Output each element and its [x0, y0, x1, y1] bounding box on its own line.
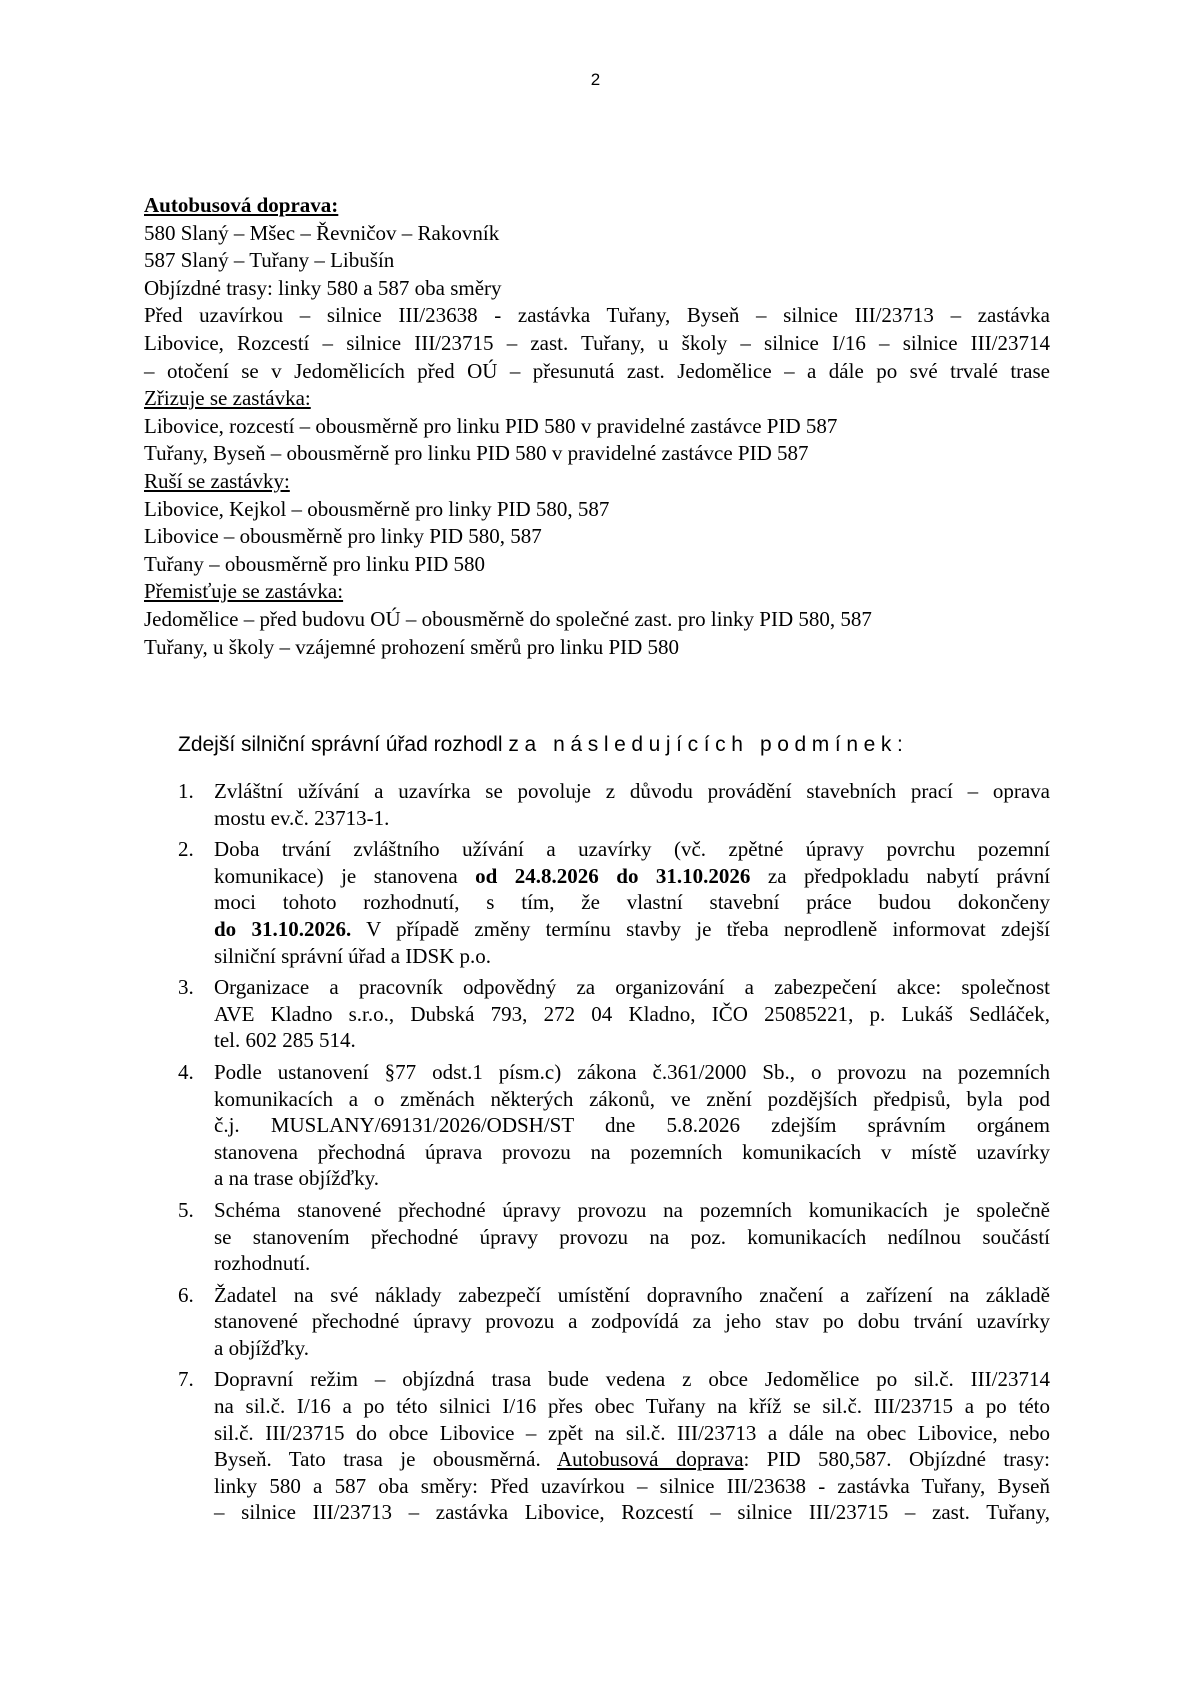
condition-item-6 [178, 1282, 1050, 1362]
condition-line: Schéma stanovené přechodné úpravy provozu na pozemních komunikacích je společně [214, 1197, 1050, 1222]
new-stop-heading: Zřizuje se zastávka: [144, 386, 311, 411]
bus-heading: Autobusová doprava: [144, 193, 339, 217]
move-stop-item: Tuřany, u školy – vzájemné prohození směrů pro linku PID 580 [144, 634, 680, 659]
decision-intro-prefix: Zdejší silniční správní úřad rozhodl [178, 733, 503, 756]
condition-number: 1. [178, 779, 194, 803]
condition-line: Dopravní režim – objízdná trasa bude vedena z obce Jedomělice po sil.č. III/23714 [214, 1367, 1050, 1392]
condition-number: 3. [178, 975, 194, 1000]
condition-line: mostu ev.č. 23713-1. [214, 805, 390, 830]
decision-intro [178, 733, 908, 757]
condition-line: na sil.č. I/16 a po této silnici I/16 přes obec Tuřany na kříž se sil.č. III/23715 a po této [214, 1394, 1050, 1419]
condition-line: Podle ustanovení §77 odst.1 písm.c) zákona č.361/2000 Sb., o provozu na pozemních [214, 1059, 1050, 1084]
end-date: do 31.10.2026. [214, 916, 352, 941]
bus-line-587: 587 Slaný – Tuřany – Libušín [144, 248, 395, 273]
condition-number: 7. [178, 1367, 194, 1392]
cancel-stop-item: Tuřany – obousměrně pro linku PID 580 [144, 551, 486, 576]
new-stop-item: Tuřany, Byseň – obousměrně pro linku PID 580 v pravidelné zastávce PID 587 [144, 441, 809, 466]
condition-line: stanovené přechodné úpravy provozu a zodpovídá za jeho stav po dobu trvání uzavírky [214, 1309, 1050, 1334]
bus-transport-section [144, 192, 1050, 661]
condition-line: č.j. MUSLANY/69131/2026/ODSH/ST dne 5.8.2026 zdejším správním orgánem [214, 1113, 1050, 1138]
condition-number: 5. [178, 1197, 194, 1222]
condition-text: : PID 580,587. Objízdné trasy: [743, 1447, 1051, 1472]
condition-line: Organizace a pracovník odpovědný za organizování a zabezpečení akce: společnost [214, 975, 1050, 1000]
condition-line: moci tohoto rozhodnutí, s tím, že vlastní stavební práce budou dokončeny [214, 890, 1050, 915]
decision-intro-spaced: za následujících podmínek: [508, 733, 909, 756]
condition-item-1 [178, 778, 1050, 831]
condition-line [214, 863, 1050, 890]
condition-line: sil.č. III/23715 do obce Libovice – zpět na sil.č. III/23713 a dále na obec Libovice, nebo [214, 1420, 1050, 1445]
bus-line-580: 580 Slaný – Mšec – Řevničov – Rakovník [144, 220, 500, 245]
condition-line [214, 1446, 1050, 1473]
condition-item-7 [178, 1366, 1050, 1526]
condition-text: V případě změny termínu stavby je třeba neprodleně informovat zdejší [366, 916, 1051, 941]
conditions-list [178, 778, 1050, 1531]
condition-item-3 [178, 974, 1050, 1054]
condition-text: za předpokladu nabytí právní [767, 863, 1051, 888]
detour-line: Před uzavírkou – silnice III/23638 - zastávka Tuřany, Byseň – silnice III/23713 – zastávka [144, 303, 1050, 328]
condition-line: silniční správní úřad a IDSK p.o. [214, 943, 492, 968]
condition-number: 2. [178, 837, 194, 862]
condition-line [214, 916, 1050, 943]
cancel-stop-heading: Ruší se zastávky: [144, 468, 290, 493]
detours-title: Objízdné trasy: linky 580 a 587 oba směry [144, 275, 502, 300]
condition-line: Doba trvání zvláštního užívání a uzavírky (vč. zpětné úpravy povrchu pozemní [214, 837, 1050, 862]
page-number: 2 [590, 70, 601, 89]
condition-line: komunikacích a o změnách některých zákonů, ve znění pozdějších předpisů, byla pod [214, 1086, 1050, 1111]
condition-line: Žadatel na své náklady zabezpečí umístění dopravního značení a zařízení na základě [214, 1282, 1050, 1307]
condition-number: 6. [178, 1282, 194, 1307]
condition-line: stanovena přechodná úprava provozu na pozemních komunikacích v místě uzavírky [214, 1139, 1050, 1164]
detour-line: Libovice, Rozcestí – silnice III/23715 – zast. Tuřany, u školy – silnice I/16 – silnice III/23714 [144, 330, 1050, 355]
condition-number: 4. [178, 1059, 194, 1084]
move-stop-heading: Přemisťuje se zastávka: [144, 579, 344, 604]
condition-line: a objížďky. [214, 1335, 310, 1360]
condition-line: a na trase objížďky. [214, 1166, 379, 1191]
bus-transport-label: Autobusová doprava [557, 1447, 744, 1472]
condition-line: linky 580 a 587 oba směry: Před uzavírkou – silnice III/23638 - zastávka Tuřany, Byseň [214, 1473, 1050, 1498]
cancel-stop-item: Libovice – obousměrně pro linky PID 580, 587 [144, 524, 542, 549]
new-stop-item: Libovice, rozcestí – obousměrně pro linku PID 580 v pravidelné zastávce PID 587 [144, 413, 838, 438]
condition-text: komunikace) je stanovena [214, 863, 458, 888]
condition-line: Zvláštní užívání a uzavírka se povoluje z důvodu provádění stavebních prací – oprava [214, 779, 1050, 803]
move-stop-item: Jedomělice – před budovu OÚ – obousměrně do společné zast. pro linky PID 580, 587 [144, 606, 872, 631]
condition-line: AVE Kladno s.r.o., Dubská 793, 272 04 Kladno, IČO 25085221, p. Lukáš Sedláček, [214, 1001, 1050, 1026]
condition-line: tel. 602 285 514. [214, 1028, 356, 1053]
cancel-stop-item: Libovice, Kejkol – obousměrně pro linky PID 580, 587 [144, 496, 610, 521]
condition-text: Byseň. Tato trasa je obousměrná. [214, 1447, 541, 1472]
condition-item-5 [178, 1197, 1050, 1277]
date-range: od 24.8.2026 do 31.10.2026 [475, 863, 751, 888]
condition-line: se stanovením přechodné úpravy provozu na poz. komunikacích nedílnou součástí [214, 1224, 1050, 1249]
condition-item-4 [178, 1059, 1050, 1192]
condition-line: rozhodnutí. [214, 1251, 311, 1276]
detour-line: – otočení se v Jedomělicích před OÚ – přesunutá zast. Jedomělice – a dále po své trvalé trase [144, 358, 1050, 383]
condition-line: – silnice III/23713 – zastávka Libovice, Rozcestí – silnice III/23715 – zast. Tuřany, [214, 1500, 1050, 1525]
condition-item-2 [178, 836, 1050, 969]
